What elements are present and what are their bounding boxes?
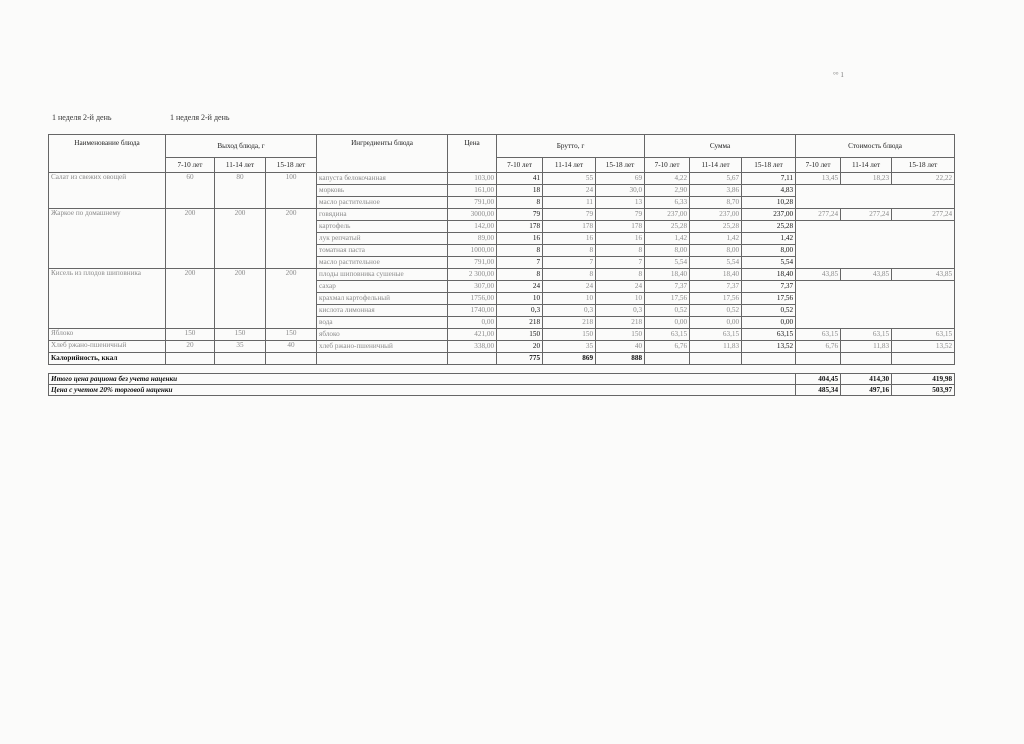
brutto-value: 7	[497, 257, 543, 269]
age-group-header: 11-14 лет	[215, 158, 266, 173]
ingredient-name: масло растительное	[317, 257, 448, 269]
sum-value: 8,00	[645, 245, 690, 257]
ingredient-name: масло растительное	[317, 197, 448, 209]
ingredient-name: сахар	[317, 281, 448, 293]
sum-value: 0,00	[742, 317, 796, 329]
sum-value: 1,42	[742, 233, 796, 245]
sum-value: 18,40	[690, 269, 742, 281]
empty-cell	[742, 353, 796, 365]
ingredient-row	[49, 269, 955, 281]
brutto-value: 24	[596, 281, 645, 293]
sum-value: 6,33	[645, 197, 690, 209]
ingredient-price: 0,00	[448, 317, 497, 329]
ingredient-name: лук репчатый	[317, 233, 448, 245]
dish-name: Хлеб ржано-пшеничный	[49, 341, 166, 353]
age-group-header: 7-10 лет	[497, 158, 543, 173]
brutto-value: 8	[543, 269, 596, 281]
age-group-header: 7-10 лет	[796, 158, 841, 173]
brutto-value: 7	[543, 257, 596, 269]
dish-cost: 43,85	[892, 269, 955, 281]
ingredient-price: 142,00	[448, 221, 497, 233]
brutto-value: 7	[596, 257, 645, 269]
brutto-value: 8	[497, 197, 543, 209]
calories-value: 888	[596, 353, 645, 365]
dish-name: Кисель из плодов шиповника	[49, 269, 166, 329]
sum-value: 7,37	[690, 281, 742, 293]
ingredient-price: 791,00	[448, 197, 497, 209]
brutto-value: 8	[543, 245, 596, 257]
sum-value: 17,56	[645, 293, 690, 305]
sum-value: 0,52	[742, 305, 796, 317]
calories-label: Калорийность, ккал	[49, 353, 166, 365]
sum-value: 237,00	[742, 209, 796, 221]
header-cost: Стоимость блюда	[796, 135, 955, 158]
ingredient-price: 1756,00	[448, 293, 497, 305]
sum-value: 1,42	[690, 233, 742, 245]
dish-output: 35	[215, 341, 266, 353]
dish-output: 40	[266, 341, 317, 353]
sum-value: 6,76	[645, 341, 690, 353]
dish-cost: 13,45	[796, 173, 841, 185]
empty-cell	[448, 353, 497, 365]
ingredient-name: крахмал картофельный	[317, 293, 448, 305]
total-label: Цена с учетом 20% торговой наценки	[49, 385, 796, 396]
dish-cost: 6,76	[796, 341, 841, 353]
ingredient-price: 1740,00	[448, 305, 497, 317]
dish-name: Жаркое по домашнему	[49, 209, 166, 269]
sum-value: 0,52	[690, 305, 742, 317]
dish-cost: 63,15	[796, 329, 841, 341]
sum-value: 0,00	[645, 317, 690, 329]
ingredient-name: морковь	[317, 185, 448, 197]
dish-output: 150	[266, 329, 317, 341]
spacer-cell	[49, 365, 955, 374]
dish-cost: 43,85	[841, 269, 892, 281]
calories-row	[49, 353, 955, 365]
brutto-value: 10	[497, 293, 543, 305]
dish-cost: 277,24	[841, 209, 892, 221]
brutto-value: 69	[596, 173, 645, 185]
sum-value: 11,83	[690, 341, 742, 353]
sum-value: 17,56	[742, 293, 796, 305]
ingredient-name: вода	[317, 317, 448, 329]
header-brutto: Брутто, г	[497, 135, 645, 158]
brutto-value: 16	[497, 233, 543, 245]
ingredient-price: 89,00	[448, 233, 497, 245]
brutto-value: 20	[497, 341, 543, 353]
brutto-value: 79	[543, 209, 596, 221]
dish-cost: 63,15	[841, 329, 892, 341]
brutto-value: 150	[543, 329, 596, 341]
age-group-header-row	[49, 158, 955, 173]
sum-value: 0,00	[690, 317, 742, 329]
age-group-header: 15-18 лет	[892, 158, 955, 173]
total-row	[49, 374, 955, 385]
sum-value: 5,54	[742, 257, 796, 269]
dish-cost: 277,24	[892, 209, 955, 221]
dish-output: 100	[266, 173, 317, 209]
brutto-value: 218	[497, 317, 543, 329]
calories-value: 775	[497, 353, 543, 365]
sum-value: 25,28	[742, 221, 796, 233]
brutto-value: 0,3	[543, 305, 596, 317]
sum-value: 2,90	[645, 185, 690, 197]
dish-output: 80	[215, 173, 266, 209]
brutto-value: 40	[596, 341, 645, 353]
brutto-value: 8	[596, 245, 645, 257]
brutto-value: 8	[596, 269, 645, 281]
dish-cost: 13,52	[892, 341, 955, 353]
sum-value: 63,15	[645, 329, 690, 341]
brutto-value: 218	[596, 317, 645, 329]
dish-cost: 43,85	[796, 269, 841, 281]
header-output: Выход блюда, г	[166, 135, 317, 158]
empty-cell	[645, 353, 690, 365]
empty-cell	[892, 353, 955, 365]
brutto-value: 178	[596, 221, 645, 233]
sum-value: 7,11	[742, 173, 796, 185]
brutto-value: 24	[497, 281, 543, 293]
sum-value: 13,52	[742, 341, 796, 353]
empty-cell	[796, 353, 841, 365]
sum-value: 0,52	[645, 305, 690, 317]
sum-value: 18,40	[742, 269, 796, 281]
sum-value: 10,28	[742, 197, 796, 209]
ingredient-name: картофель	[317, 221, 448, 233]
calories-value: 869	[543, 353, 596, 365]
brutto-value: 79	[596, 209, 645, 221]
ingredient-row	[49, 209, 955, 221]
brutto-value: 150	[596, 329, 645, 341]
sum-value: 3,86	[690, 185, 742, 197]
brutto-value: 16	[543, 233, 596, 245]
total-value: 485,34	[796, 385, 841, 396]
ingredient-name: кислота лимонная	[317, 305, 448, 317]
age-group-header: 7-10 лет	[166, 158, 215, 173]
brutto-value: 178	[497, 221, 543, 233]
page-mark: °° 1	[833, 71, 844, 79]
ingredient-price: 161,00	[448, 185, 497, 197]
empty-cell	[317, 353, 448, 365]
dish-cost: 277,24	[796, 209, 841, 221]
dish-output: 150	[215, 329, 266, 341]
ingredient-price: 103,00	[448, 173, 497, 185]
sum-value: 1,42	[645, 233, 690, 245]
dish-output: 200	[166, 209, 215, 269]
menu-cost-table	[48, 134, 955, 396]
sum-value: 8,00	[742, 245, 796, 257]
dish-cost: 22,22	[892, 173, 955, 185]
week-day-heading-right: 1 неделя 2-й день	[170, 113, 230, 122]
brutto-value: 218	[543, 317, 596, 329]
brutto-value: 18	[497, 185, 543, 197]
sum-value: 237,00	[645, 209, 690, 221]
dish-cost: 63,15	[892, 329, 955, 341]
age-group-header: 15-18 лет	[742, 158, 796, 173]
ingredient-row	[49, 341, 955, 353]
total-value: 419,98	[892, 374, 955, 385]
sum-value: 63,15	[690, 329, 742, 341]
sum-value: 5,54	[645, 257, 690, 269]
sum-value: 7,37	[645, 281, 690, 293]
sum-value: 7,37	[742, 281, 796, 293]
empty-cost-cell	[796, 221, 955, 269]
brutto-value: 55	[543, 173, 596, 185]
dish-output: 200	[266, 209, 317, 269]
ingredient-name: говядина	[317, 209, 448, 221]
brutto-value: 150	[497, 329, 543, 341]
ingredient-row	[49, 329, 955, 341]
empty-cell	[841, 353, 892, 365]
header-sum: Сумма	[645, 135, 796, 158]
ingredient-price: 307,00	[448, 281, 497, 293]
brutto-value: 0,3	[596, 305, 645, 317]
ingredient-price: 1000,00	[448, 245, 497, 257]
dish-cost: 11,83	[841, 341, 892, 353]
sum-value: 25,28	[645, 221, 690, 233]
ingredient-name: томатная паста	[317, 245, 448, 257]
age-group-header: 11-14 лет	[690, 158, 742, 173]
brutto-value: 41	[497, 173, 543, 185]
dish-output: 200	[215, 269, 266, 329]
ingredient-price: 338,00	[448, 341, 497, 353]
ingredient-name: плоды шиповника сушеные	[317, 269, 448, 281]
brutto-value: 10	[596, 293, 645, 305]
sum-value: 4,22	[645, 173, 690, 185]
ingredient-price: 2 300,00	[448, 269, 497, 281]
brutto-value: 79	[497, 209, 543, 221]
sum-value: 17,56	[690, 293, 742, 305]
total-value: 497,16	[841, 385, 892, 396]
age-group-header: 11-14 лет	[841, 158, 892, 173]
sum-value: 8,00	[690, 245, 742, 257]
total-label: Итого цена рациона без учета наценки	[49, 374, 796, 385]
dish-name: Салат из свежих овощей	[49, 173, 166, 209]
dish-cost: 18,23	[841, 173, 892, 185]
brutto-value: 13	[596, 197, 645, 209]
total-value: 404,45	[796, 374, 841, 385]
week-day-heading-left: 1 неделя 2-й день	[52, 113, 112, 122]
age-group-header: 15-18 лет	[596, 158, 645, 173]
dish-output: 200	[266, 269, 317, 329]
ingredient-name: яблоко	[317, 329, 448, 341]
brutto-value: 8	[497, 269, 543, 281]
empty-cell	[266, 353, 317, 365]
dish-output: 60	[166, 173, 215, 209]
empty-cost-cell	[796, 185, 955, 209]
spacer-row	[49, 365, 955, 374]
age-group-header: 7-10 лет	[645, 158, 690, 173]
brutto-value: 24	[543, 281, 596, 293]
sum-value: 25,28	[690, 221, 742, 233]
dish-output: 200	[215, 209, 266, 269]
ingredient-name: хлеб ржано-пшеничный	[317, 341, 448, 353]
header-dish-name: Наименование блюда	[49, 135, 166, 173]
empty-cell	[690, 353, 742, 365]
brutto-value: 11	[543, 197, 596, 209]
empty-cell	[215, 353, 266, 365]
sum-value: 237,00	[690, 209, 742, 221]
brutto-value: 8	[497, 245, 543, 257]
sum-value: 8,70	[690, 197, 742, 209]
ingredient-price: 791,00	[448, 257, 497, 269]
sum-value: 5,67	[690, 173, 742, 185]
sum-value: 5,54	[690, 257, 742, 269]
total-value: 503,97	[892, 385, 955, 396]
ingredient-price: 3000,00	[448, 209, 497, 221]
empty-cell	[166, 353, 215, 365]
dish-name: Яблоко	[49, 329, 166, 341]
sum-value: 63,15	[742, 329, 796, 341]
dish-output: 200	[166, 269, 215, 329]
brutto-value: 24	[543, 185, 596, 197]
brutto-value: 10	[543, 293, 596, 305]
sum-value: 18,40	[645, 269, 690, 281]
brutto-value: 35	[543, 341, 596, 353]
brutto-value: 30,0	[596, 185, 645, 197]
header-price: Цена	[448, 135, 497, 173]
header-ingredients: Ингредиенты блюда	[317, 135, 448, 173]
brutto-value: 178	[543, 221, 596, 233]
dish-output: 150	[166, 329, 215, 341]
total-value: 414,30	[841, 374, 892, 385]
total-row	[49, 385, 955, 396]
empty-cost-cell	[796, 281, 955, 329]
sum-value: 4,83	[742, 185, 796, 197]
age-group-header: 11-14 лет	[543, 158, 596, 173]
brutto-value: 16	[596, 233, 645, 245]
ingredient-price: 421,00	[448, 329, 497, 341]
ingredient-row	[49, 173, 955, 185]
dish-output: 20	[166, 341, 215, 353]
age-group-header: 15-18 лет	[266, 158, 317, 173]
brutto-value: 0,3	[497, 305, 543, 317]
ingredient-name: капуста белокочанная	[317, 173, 448, 185]
